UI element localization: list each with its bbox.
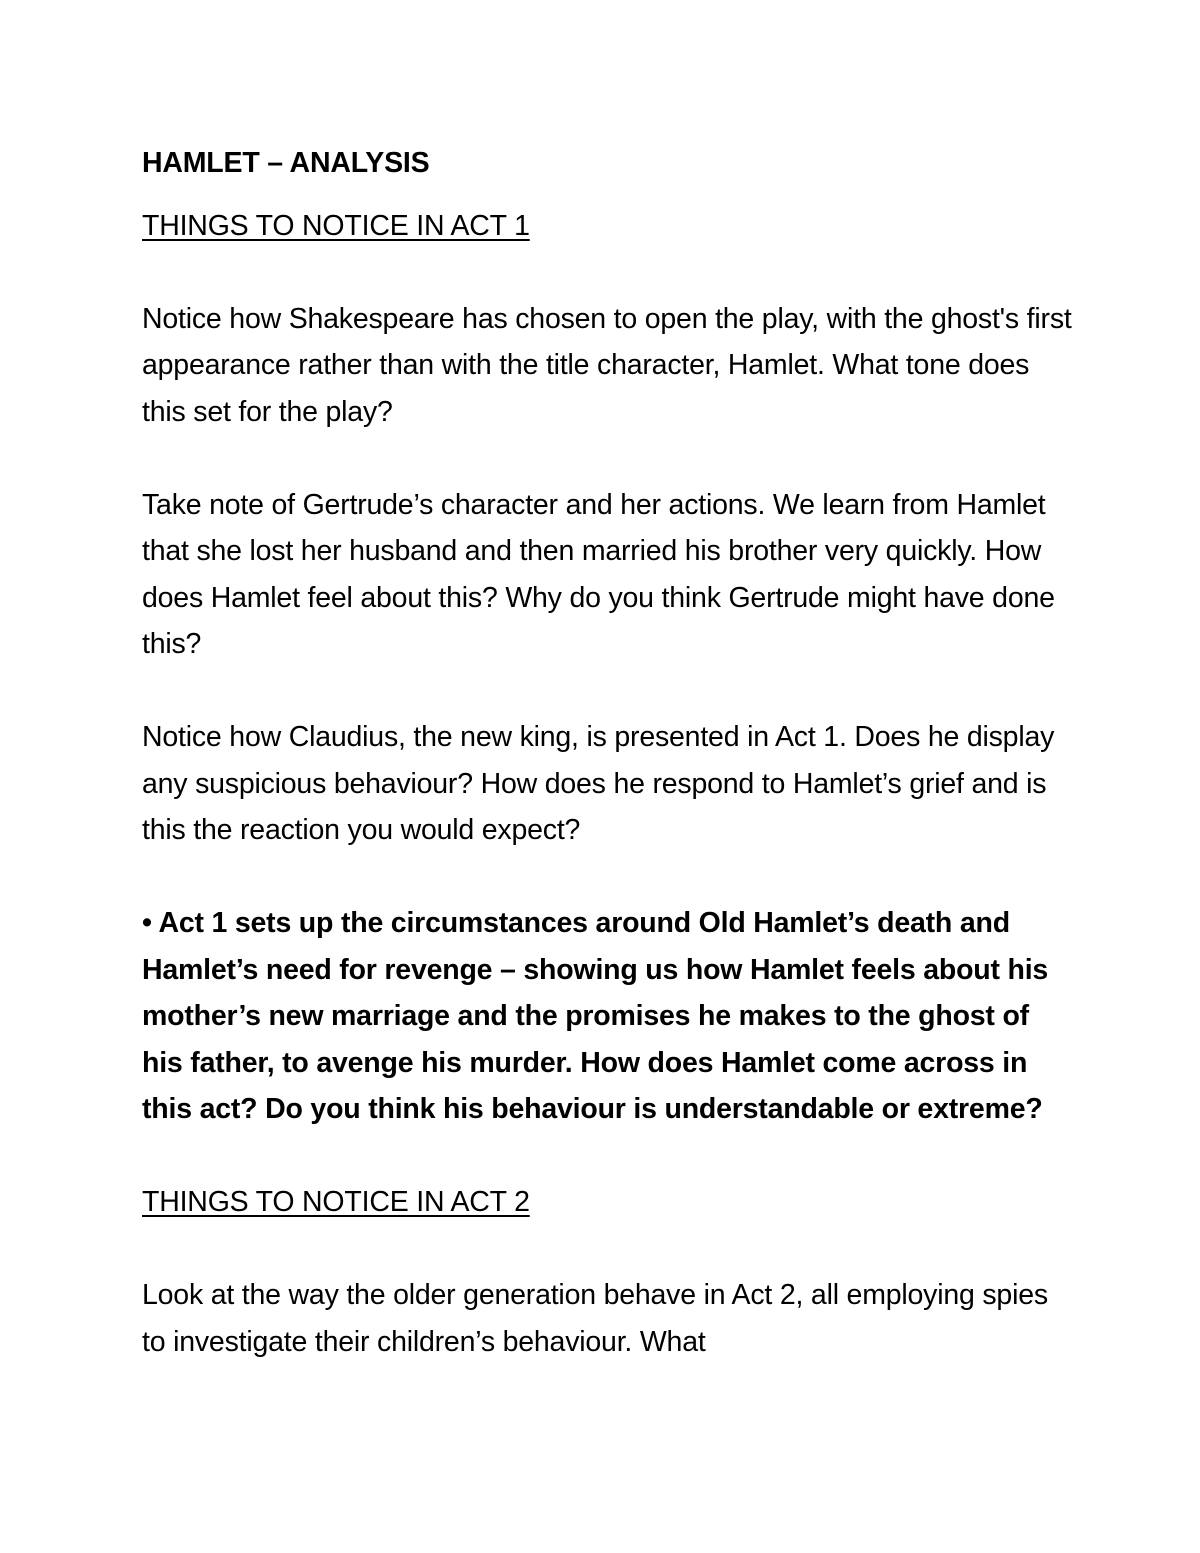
section-heading-act-2: THINGS TO NOTICE IN ACT 2 xyxy=(142,1186,530,1218)
paragraph-claudius: Notice how Claudius, the new king, is presented in Act 1. Does he display any suspicious behaviour? How does he respond to Hamlet’s grief and is this the reaction you would expect? xyxy=(142,721,1055,846)
paragraph-gertrude: Take note of Gertrude’s character and her actions. We learn from Hamlet that she lost her husband and then married his brother very quickly. How does Hamlet feel about this? Why do you think Gertrude might have done this? xyxy=(142,488,1055,660)
document-content xyxy=(142,140,1072,1365)
document-title: HAMLET – ANALYSIS xyxy=(142,147,430,179)
paragraph-act-1-summary: • Act 1 sets up the circumstances around Old Hamlet’s death and Hamlet’s need for revenge – showing us how Hamlet feels about his mother’s new marriage and the promises he makes to the ghost of his father, to avenge his murder. How does Hamlet come across in this act? Do you think his behaviour is understandable or extreme? xyxy=(142,907,1049,1125)
section-heading-act-1: THINGS TO NOTICE IN ACT 1 xyxy=(142,209,530,242)
paragraph-older-generation: Look at the way the older generation behave in Act 2, all employing spies to investigate their children’s behaviour. What xyxy=(142,1279,1048,1358)
paragraph-opening-tone: Notice how Shakespeare has chosen to open the play, with the ghost's first appearance rather than with the title character, Hamlet. What tone does this set for the play? xyxy=(142,302,1072,428)
